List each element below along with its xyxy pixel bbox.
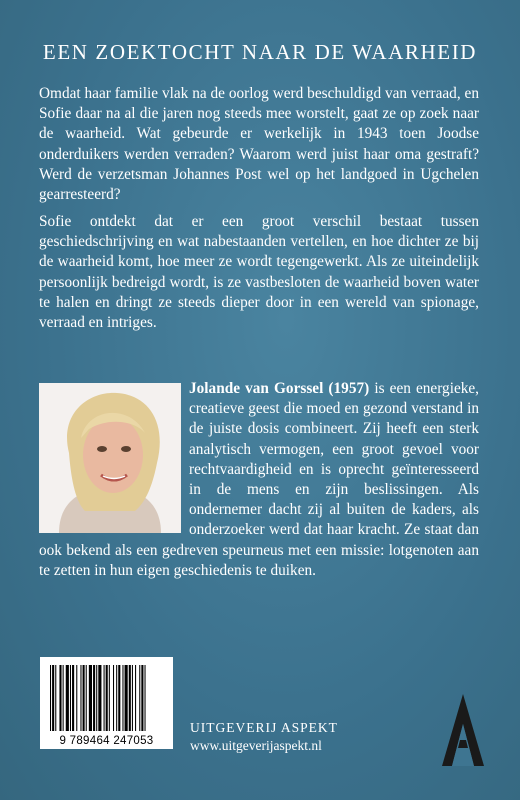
barcode-bar — [80, 665, 81, 731]
barcode-bar — [52, 665, 54, 731]
barcode-bar — [139, 665, 140, 731]
barcode-bar — [98, 665, 101, 731]
barcode-bar — [104, 665, 105, 731]
barcode-bar — [50, 665, 51, 731]
barcode-bar — [135, 665, 136, 731]
barcode-bar — [116, 665, 117, 731]
barcode-bar — [93, 665, 95, 731]
barcode-bar — [66, 665, 69, 731]
barcode-bar — [125, 665, 128, 731]
barcode-bar — [70, 665, 71, 731]
barcode-bar — [63, 665, 64, 731]
publisher-logo-icon — [438, 690, 488, 770]
barcode-bar — [83, 665, 85, 731]
barcode-bar — [59, 665, 61, 731]
barcode-bar — [129, 665, 131, 731]
barcode-bar — [145, 665, 146, 731]
isbn-barcode — [40, 657, 173, 749]
author-name: Jolande van Gorssel (1957) — [189, 380, 370, 397]
barcode-bar — [76, 665, 77, 731]
barcode-bar — [118, 665, 120, 731]
cover-title: EEN ZOEKTOCHT NAAR DE WAARHEID — [42, 40, 478, 64]
barcode-bar — [55, 665, 56, 731]
author-bio — [39, 379, 479, 581]
barcode-bar — [132, 665, 133, 731]
barcode-bar — [122, 665, 123, 731]
author-photo — [39, 383, 181, 533]
barcode-bar — [106, 665, 108, 731]
publisher-website[interactable]: www.uitgeverijaspekt.nl — [190, 738, 322, 753]
isbn-number: 9 789464 247053 — [59, 735, 154, 747]
barcode-bar — [86, 665, 87, 731]
publisher-name: UITGEVERIJ ASPEKT — [190, 720, 338, 735]
synopsis-paragraph-2: Sofie ontdekt dat er een groot verschil bestaat tussen geschiedschrijving en wat nabestaanden vertellen, en hoe dichter ze bij de waarheid komt, hoe meer ze wordt tegengewerkt. Als ze uiteindelijk persoonlijk bedreigd wordt, is ze vastbesloten de waarheid boven water te halen en dringt ze steeds dieper door in een wereld van spionage, verraad en intriges. — [39, 213, 479, 332]
barcode-bar — [89, 665, 92, 731]
barcode-bar — [113, 665, 114, 731]
barcode-bar — [109, 665, 110, 731]
author-bio-text: is een energieke, creatieve geest die moed en gezond verstand in de juiste dosis combineert. Zij heeft een sterk analytisch vermogen, een groot gevoel voor rechtvaardigheid en is oprecht geïnteresseerd in de mens en zijn beslissingen. Als ondernemer dacht zij al buiten de kaders, als onderzoeker werd dat haar kracht. Ze staat dan ook bekend als een gedreven speurneus met een missie: lotgenoten aan te zetten in hun eigen geschiedenis te duiken. — [39, 380, 479, 579]
synopsis-paragraph-1: Omdat haar familie vlak na de oorlog werd beschuldigd van verraad, en Sofie daar na al die jaren nog steeds mee worstelt, gaat ze op zoek naar de waarheid. Wat gebeurde er werkelijk in 1943 toen Joodse onderduikers werden verraden? Waarom werd juist haar oma gestraft? Werd de verzetsman Johannes Post wel op het landgoed in Ugchelen gearresteerd? — [39, 85, 479, 204]
barcode-bar — [72, 665, 74, 731]
barcode-bar — [141, 665, 143, 731]
barcode-bar — [96, 665, 97, 731]
